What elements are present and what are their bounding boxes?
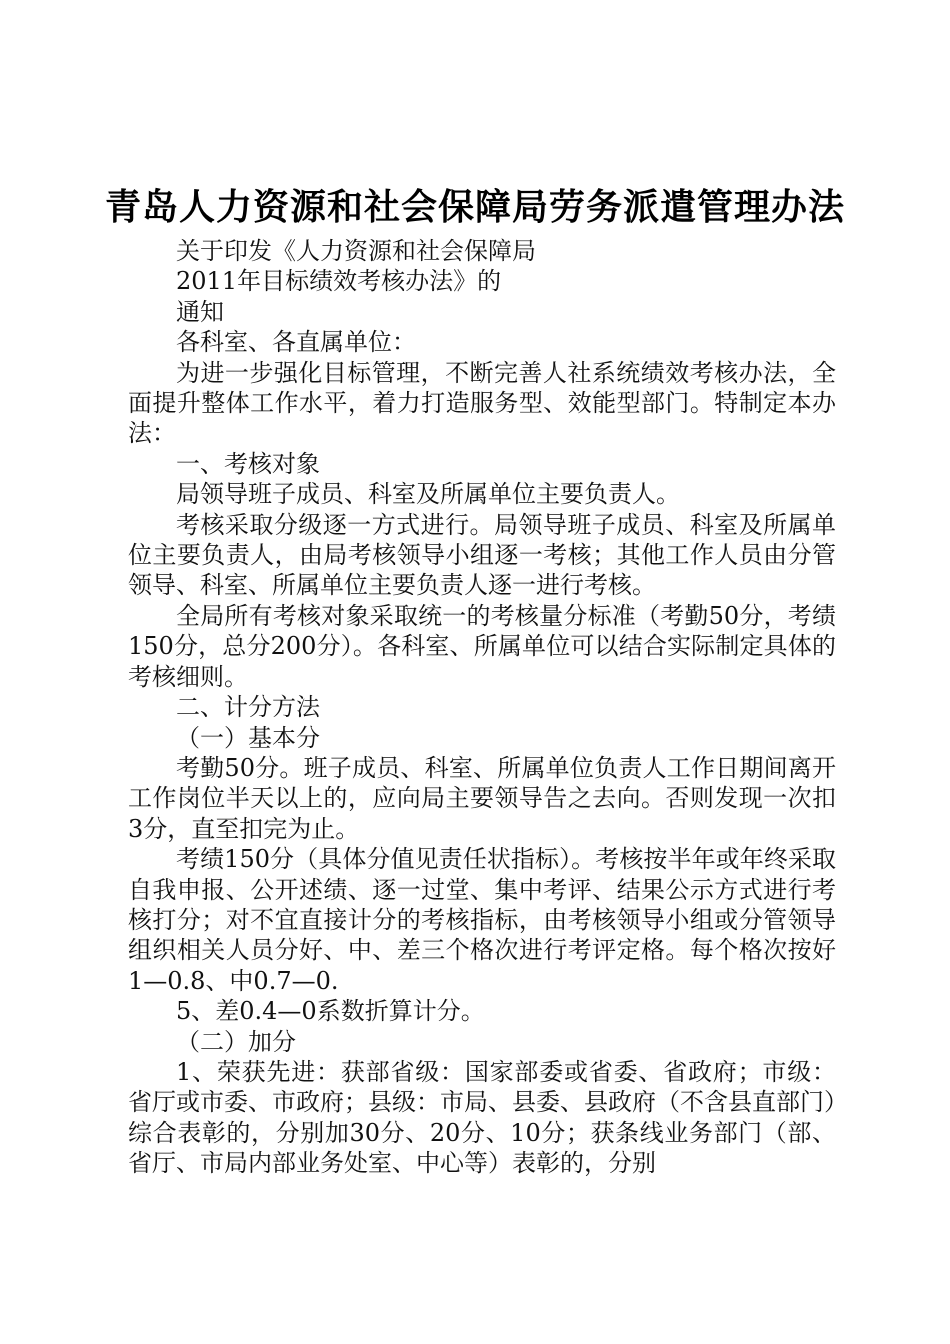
paragraph-notice-line-2: 2011年目标绩效考核办法》的 bbox=[176, 267, 502, 296]
paragraph-coefficient: 5、差0.4—0系数折算计分。 bbox=[176, 997, 485, 1026]
section-heading-scoring-method: 二、计分方法 bbox=[176, 693, 320, 722]
subsection-heading-bonus: （二）加分 bbox=[176, 1027, 296, 1056]
paragraph-notice-line-3: 通知 bbox=[176, 297, 224, 326]
paragraph-assessment-method: 考核采取分级逐一方式进行。局领导班子成员、科室及所属单位主要负责人，由局考核领导小组逐一考核；其他工作人员由分管领导、科室、所属单位主要负责人逐一进行考核。 bbox=[128, 510, 836, 600]
subsection-heading-base-score: （一）基本分 bbox=[176, 723, 320, 752]
document-body bbox=[128, 236, 836, 1179]
paragraph-honors: 1、荣获先进：获部省级：国家部委或省委、省政府；市级：省厅或市委、市政府；县级：市局、县委、县政府（不含县直部门）综合表彰的，分别加30分、20分、10分；获条线业务部门（部、省厅、市局内部业务处室、中心等）表彰的，分别 bbox=[128, 1057, 836, 1178]
section-heading-assessment-target: 一、考核对象 bbox=[176, 449, 320, 478]
paragraph-scoring-standard: 全局所有考核对象采取统一的考核量分标准（考勤50分，考绩150分，总分200分）。各科室、所属单位可以结合实际制定具体的考核细则。 bbox=[128, 601, 836, 691]
paragraph-assessment-target: 局领导班子成员、科室及所属单位主要负责人。 bbox=[176, 480, 680, 509]
paragraph-recipients: 各科室、各直属单位： bbox=[176, 328, 416, 357]
paragraph-notice-line-1: 关于印发《人力资源和社会保障局 bbox=[176, 237, 536, 265]
paragraph-attendance: 考勤50分。班子成员、科室、所属单位负责人工作日期间离开工作岗位半天以上的，应向局主要领导告之去向。否则发现一次扣3分，直至扣完为止。 bbox=[128, 753, 836, 843]
document-title: 青岛人力资源和社会保障局劳务派遣管理办法 bbox=[104, 187, 845, 228]
paragraph-performance: 考绩150分（具体分值见责任状指标）。考核按半年或年终采取自我申报、公开述绩、逐一过堂、集中考评、结果公示方式进行考核打分；对不宜直接计分的考核指标，由考核领导小组或分管领导组织相关人员分好、中、差三个格次进行考评定格。每个格次按好1—0.8、中0.7—0. bbox=[128, 845, 836, 995]
paragraph-purpose: 为进一步强化目标管理，不断完善人社系统绩效考核办法，全面提升整体工作水平，着力打造服务型、效能型部门。特制定本办法： bbox=[128, 358, 836, 448]
